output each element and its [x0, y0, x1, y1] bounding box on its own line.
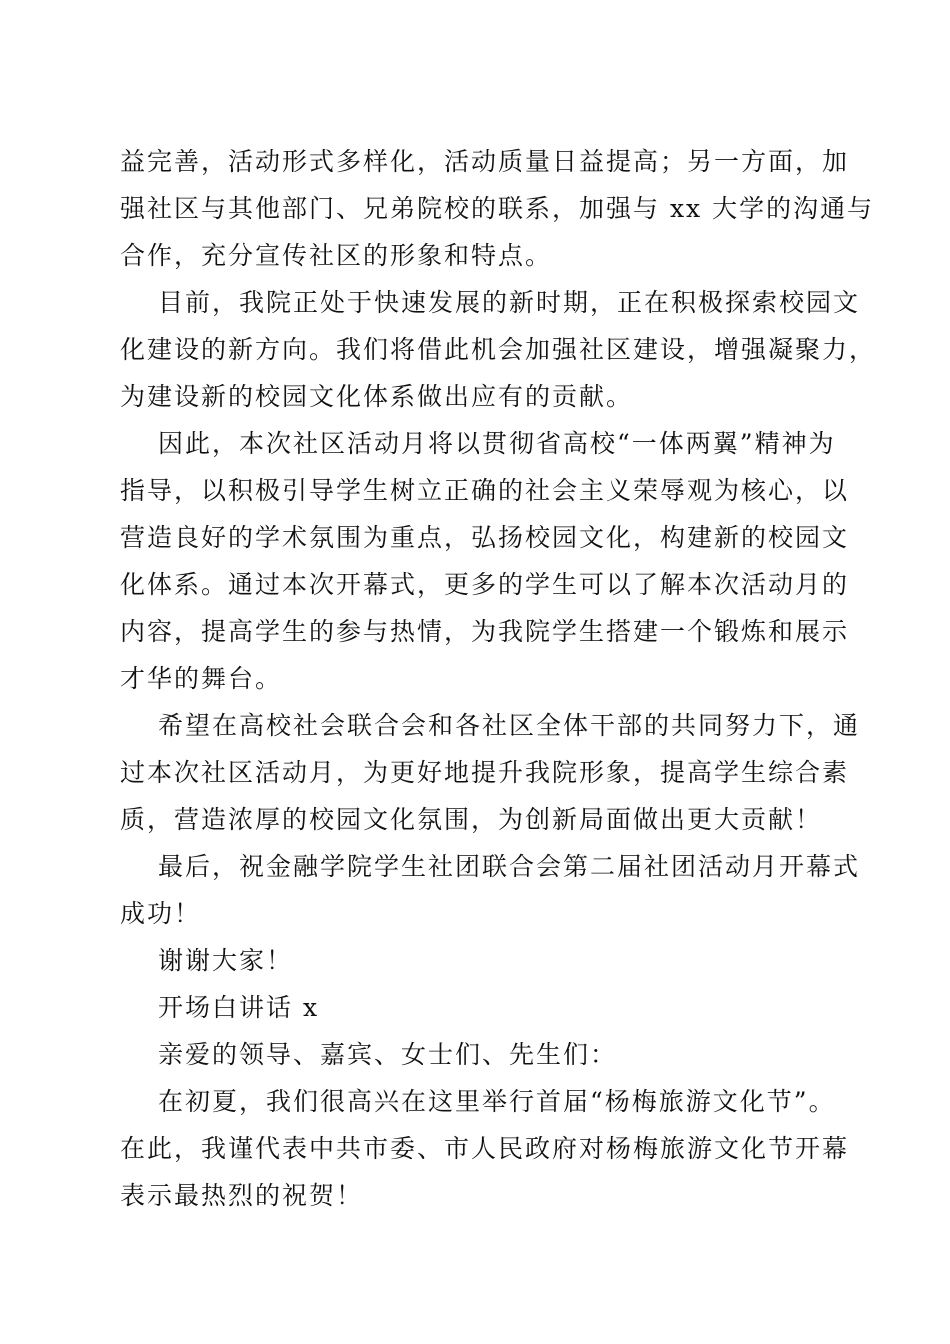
paragraph-6 — [120, 937, 832, 984]
text-line: 营造良好的学术氛围为重点，弘扬校园文化，构建新的校园文 — [120, 523, 850, 552]
text-line: 最后，祝金融学院学生社团联合会第二届社团活动月开幕式 — [158, 852, 861, 881]
text-line: 才华的舞台。 — [120, 664, 283, 693]
text-line: 为建设新的校园文化体系做出应有的贡献。 — [120, 382, 634, 411]
text-line: 内容，提高学生的参与热情，为我院学生搭建一个锻炼和展示 — [120, 617, 850, 646]
text-line: 强社区与其他部门、兄弟院校的联系，加强与 xx 大学的沟通与 — [120, 194, 875, 223]
paragraph-2 — [120, 279, 877, 420]
text-line: 谢谢大家！ — [158, 946, 294, 975]
paragraph-5 — [120, 843, 861, 937]
text-line: 成功！ — [120, 899, 202, 928]
paragraph-7-heading — [120, 984, 832, 1031]
text-line: 化建设的新方向。我们将借此机会加强社区建设，增强凝聚力， — [120, 335, 877, 364]
text-line: 因此，本次社区活动月将以贯彻省高校“一体两翼”精神为 — [158, 429, 836, 458]
text-line: 合作，充分宣传社区的形象和特点。 — [120, 241, 553, 270]
paragraph-4 — [120, 702, 861, 843]
text-line: 亲爱的领导、嘉宾、女士们、先生们： — [158, 1040, 618, 1069]
text-line: 过本次社区活动月，为更好地提升我院形象，提高学生综合素 — [120, 758, 850, 787]
text-line: 希望在高校社会联合会和各社区全体干部的共同努力下，通 — [158, 711, 861, 740]
text-line: 指导，以积极引导学生树立正确的社会主义荣辱观为核心，以 — [120, 476, 850, 505]
text-line: 益完善，活动形式多样化，活动质量日益提高；另一方面，加 — [120, 147, 850, 176]
text-line: 开场白讲话 x — [158, 993, 320, 1022]
document-body — [120, 138, 877, 1219]
text-line: 在初夏，我们很高兴在这里举行首届“杨梅旅游文化节”。 — [158, 1087, 836, 1116]
text-line: 目前，我院正处于快速发展的新时期，正在积极探索校园文 — [158, 288, 861, 317]
paragraph-3 — [120, 420, 850, 702]
text-line: 质，营造浓厚的校园文化氛围，为创新局面做出更大贡献！ — [120, 805, 823, 834]
paragraph-1 — [120, 138, 875, 279]
paragraph-8-salutation — [120, 1031, 832, 1078]
text-line: 表示最热烈的祝贺！ — [120, 1181, 364, 1210]
text-line: 化体系。通过本次开幕式，更多的学生可以了解本次活动月的 — [120, 570, 850, 599]
paragraph-9 — [120, 1078, 850, 1219]
text-line: 在此，我谨代表中共市委、市人民政府对杨梅旅游文化节开幕 — [120, 1134, 850, 1163]
